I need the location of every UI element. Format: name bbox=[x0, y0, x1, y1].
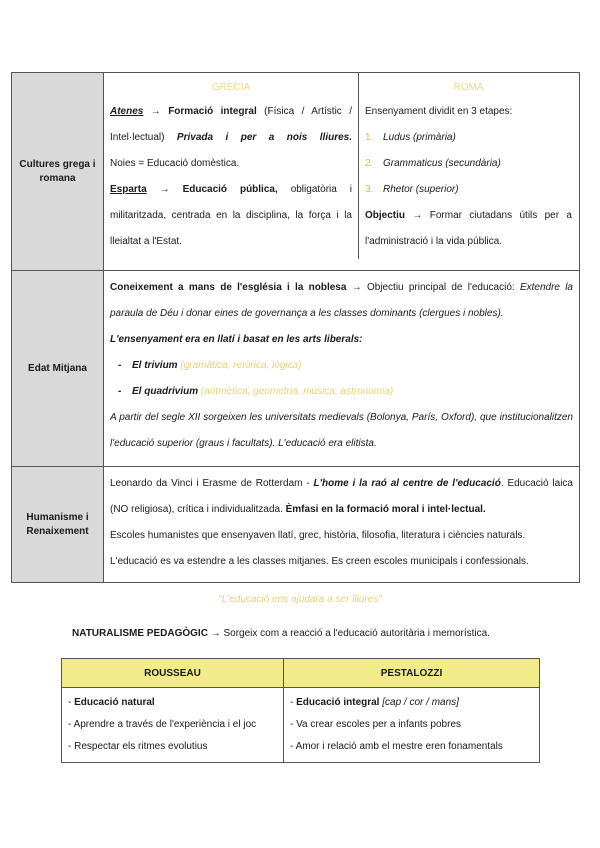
rome-intro: Ensenyament dividit en 3 etapes: bbox=[365, 106, 513, 117]
list-item: - Va crear escoles per a infants pobres bbox=[290, 719, 462, 730]
rousseau-item: Educació natural bbox=[74, 697, 155, 708]
naturalism-line bbox=[72, 628, 490, 639]
arrow-icon: → bbox=[150, 106, 161, 117]
quadrivium-items: (aritmètica, geometria, música, astronomia) bbox=[200, 386, 394, 397]
period-humanism: Humanisme i Renaixement bbox=[12, 467, 104, 583]
athens-topic: Formació integral bbox=[168, 106, 257, 117]
row-humanism bbox=[12, 467, 580, 583]
sparta-name: Esparta bbox=[110, 184, 147, 195]
list-item: - Respectar els ritmes evolutius bbox=[68, 741, 208, 752]
quadrivium-label: El quadrivium bbox=[132, 386, 199, 397]
pestalozzi-item: Amor i relació amb el mestre eren fonamentals bbox=[295, 741, 503, 752]
rome-stages bbox=[365, 125, 572, 203]
greece-heading: GRÈCIA bbox=[211, 82, 251, 93]
trivium-label: El trivium bbox=[132, 360, 178, 371]
stage-number: 3. bbox=[365, 184, 374, 195]
period-middle-ages: Edat Mitjana bbox=[12, 271, 104, 467]
humanist-schools: Escoles humanistes que ensenyaven llatí, grec, història, filosofia, literatura i ciències naturals. bbox=[110, 530, 526, 541]
row-middle-ages bbox=[12, 271, 580, 467]
objective-label: Objectiu bbox=[365, 210, 406, 221]
universities-paragraph: A partir del segle XII sorgeixen les universitats medievals (Bolonya, París, Oxford), que institucionalitzen l'educació superior (graus i facultats). L'educació era elitista. bbox=[110, 412, 573, 449]
trivium-item: - El trivium (gramàtica, retòrica, lògica) bbox=[118, 360, 302, 371]
stage-text: Ludus (primària) bbox=[383, 132, 456, 143]
pestalozzi-cell bbox=[284, 688, 540, 763]
naturalism-label: NATURALISME PEDAGÒGIC bbox=[72, 628, 208, 639]
girls-line: Noies = Educació domèstica. bbox=[110, 158, 240, 169]
content-middle-ages bbox=[104, 271, 580, 467]
pestalozzi-header: PESTALOZZI bbox=[284, 659, 540, 688]
comparison-body bbox=[62, 688, 540, 763]
quadrivium-item: - El quadrivium (aritmètica, geometria, música, astronomia) bbox=[118, 386, 394, 397]
arrow-icon: → bbox=[159, 184, 170, 195]
list-item: - Educació natural bbox=[68, 697, 155, 708]
sparta-topic: Educació pública, bbox=[182, 184, 278, 195]
humanism-paragraph bbox=[110, 471, 573, 523]
sparta-detail: obligatòria i militaritzada, centrada en la disciplina, la força i la lleialtat a l'Estat. bbox=[110, 184, 352, 247]
middle-classes: L'educació es va estendre a les classes mitjanes. Es creen escoles municipals i confessionals. bbox=[110, 556, 529, 567]
comparison-header bbox=[62, 659, 540, 688]
row-classic bbox=[12, 73, 580, 271]
moral-emphasis: Èmfasi en la formació moral i intel·lectual. bbox=[285, 504, 486, 515]
liberal-arts-heading: L'ensenyament era en llatí i basat en les arts liberals: bbox=[110, 334, 363, 345]
comparison-table bbox=[61, 658, 540, 763]
trivium-items: (gramàtica, retòrica, lògica) bbox=[180, 360, 302, 371]
pestalozzi-item: Educació integral bbox=[296, 697, 380, 708]
athens-detail: (Física / Artístic / Intel·lectual) bbox=[110, 106, 352, 143]
athens-line bbox=[110, 99, 352, 151]
period-classic: Cultures grega i romana bbox=[12, 73, 104, 271]
quote: "L'educació ens ajudarà a ser lliures" bbox=[218, 594, 382, 605]
athens-private: Privada i per a nois lliures. bbox=[176, 132, 352, 143]
stage-text: Grammaticus (secundària) bbox=[383, 158, 501, 169]
greece-column bbox=[104, 73, 359, 259]
arrow-icon: → bbox=[412, 210, 423, 221]
objective-main: Objectiu principal de l'educació: bbox=[366, 282, 515, 293]
secular-education: . Educació laica (NO religiosa), crítica i individualitzada. bbox=[110, 478, 573, 515]
humanists: Leonardo da Vinci i Erasme de Rotterdam - bbox=[110, 478, 310, 489]
objective-text: Formar ciutadans útils per a l'administració i la vida pública. bbox=[365, 210, 572, 247]
stage-number: 1. bbox=[365, 132, 374, 143]
arrow-icon: → bbox=[210, 628, 221, 639]
sparta-line bbox=[110, 177, 352, 255]
content-classic bbox=[104, 73, 580, 271]
list-item: - Amor i relació amb el mestre eren fonamentals bbox=[290, 741, 503, 752]
pestalozzi-note: [cap / cor / mans] bbox=[382, 697, 459, 708]
rome-column bbox=[359, 73, 578, 259]
rousseau-item: Respectar els ritmes evolutius bbox=[74, 741, 208, 752]
stage-number: 2. bbox=[365, 158, 374, 169]
rome-stage bbox=[365, 151, 572, 177]
pestalozzi-item: Va crear escoles per a infants pobres bbox=[296, 719, 462, 730]
list-item: - Educació integral [cap / cor / mans] bbox=[290, 697, 459, 708]
rome-stage bbox=[365, 125, 572, 151]
middle-ages-intro bbox=[110, 275, 573, 327]
list-item: - Aprendre a través de l'experiència i el joc bbox=[68, 719, 257, 730]
church-nobility: Coneixement a mans de l'església i la noblesa bbox=[110, 282, 347, 293]
objective-italic: Extendre la paraula de Déu i donar eines de governança a les classes dominants (clergues i nobles). bbox=[110, 282, 573, 319]
rousseau-header: ROUSSEAU bbox=[62, 659, 284, 688]
human-reason: L'home i la raó al centre de l'educació bbox=[313, 478, 501, 489]
stage-text: Rhetor (superior) bbox=[383, 184, 459, 195]
naturalism-text: Sorgeix com a reacció a l'educació autoritària i memorística. bbox=[223, 628, 490, 639]
arrow-icon: → bbox=[351, 282, 362, 293]
rome-objective bbox=[365, 203, 572, 255]
rousseau-item: Aprendre a través de l'experiència i el joc bbox=[73, 719, 257, 730]
athens-name: Atenes bbox=[110, 106, 144, 117]
rome-heading: ROMA bbox=[453, 82, 484, 93]
history-table bbox=[11, 72, 580, 583]
rome-stage bbox=[365, 177, 572, 203]
rousseau-cell bbox=[62, 688, 284, 763]
content-humanism bbox=[104, 467, 580, 583]
